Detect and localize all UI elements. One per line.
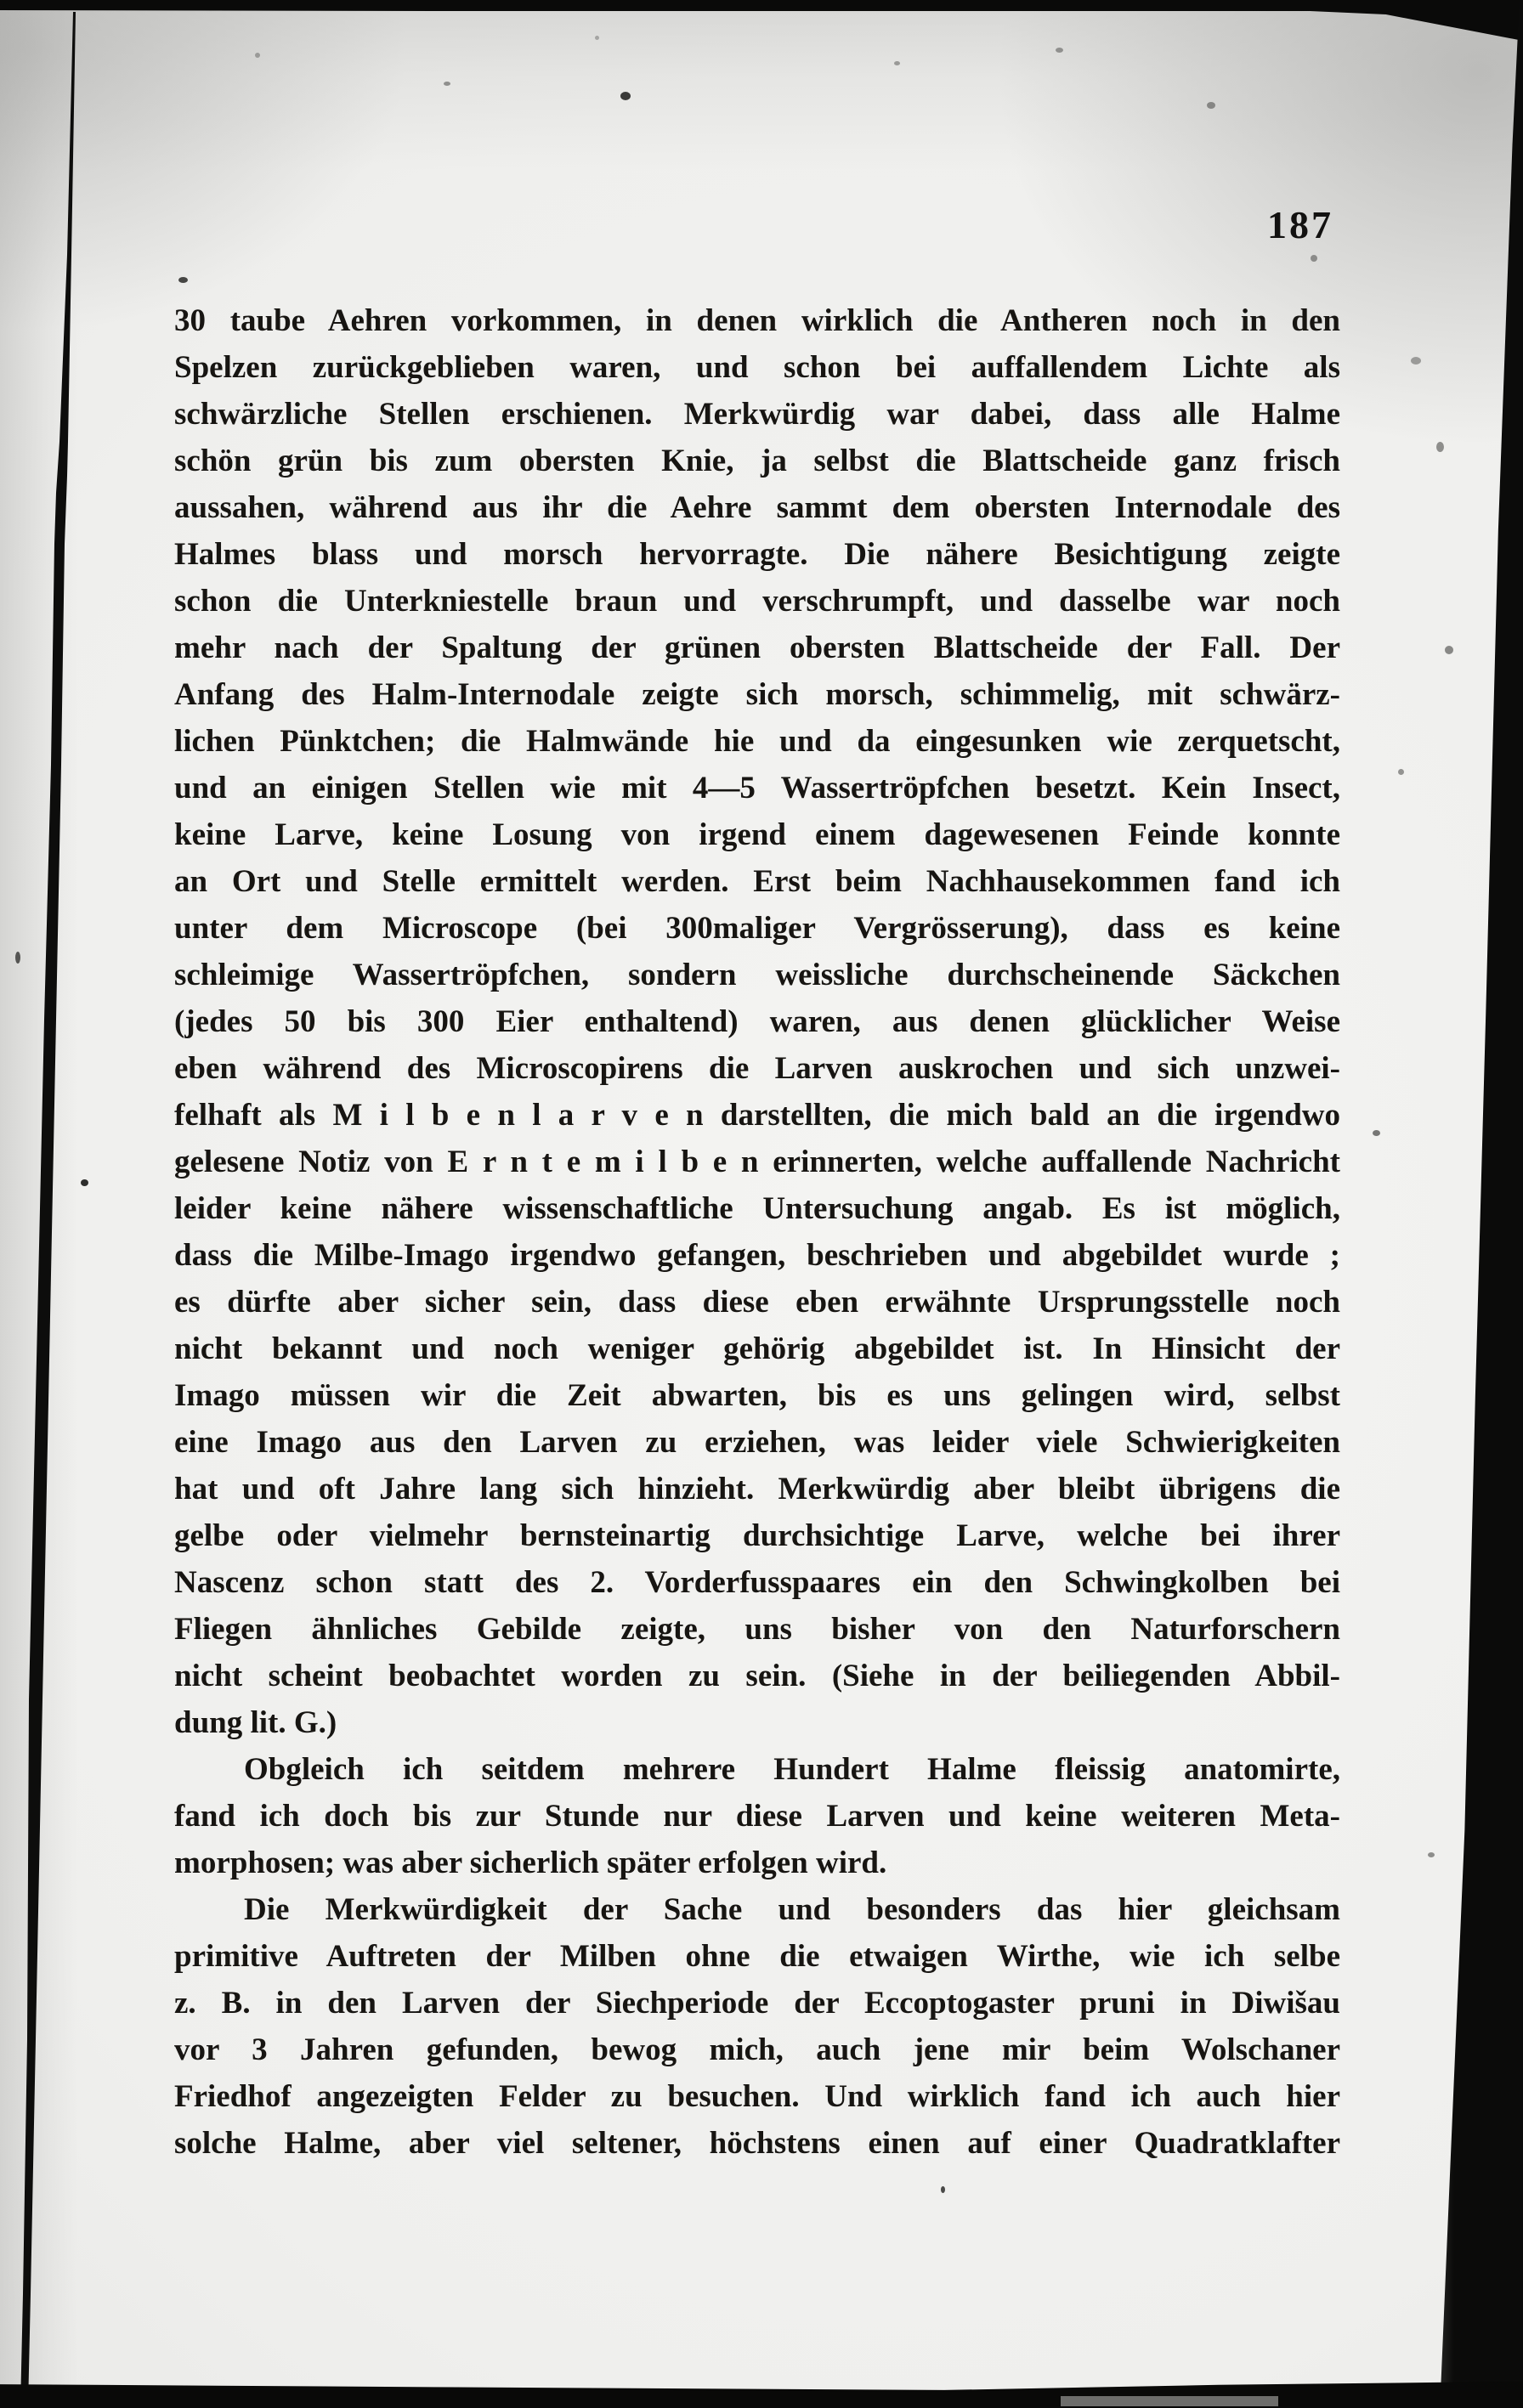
speck — [81, 1179, 88, 1186]
text-line: Spelzen zurückgeblieben waren, und schon bei auffallendem Lichte als — [174, 350, 1340, 385]
text-line: Nascenz schon statt des 2. Vorderfusspaares ein den Schwingkolben bei — [174, 1565, 1340, 1600]
text-line: es dürfte aber sicher sein, dass diese eben erwähnte Ursprungsstelle noch — [174, 1285, 1340, 1320]
text-line: 30 taube Aehren vorkommen, in denen wirklich die Antheren noch in den — [174, 303, 1340, 338]
text-line: eine Imago aus den Larven zu erziehen, was leider viele Schwierigkeiten — [174, 1425, 1340, 1460]
text-line: lichen Pünktchen; die Halmwände hie und da eingesunken wie zerquetscht, — [174, 724, 1340, 759]
text-line: an Ort und Stelle ermittelt werden. Erst beim Nachhausekommen fand ich — [174, 864, 1340, 899]
text-line: unter dem Microscope (bei 300maliger Vergrösserung), dass es keine — [174, 911, 1340, 946]
text-line: dung lit. G.) — [174, 1705, 337, 1740]
text-line: felhaft als M i l b e n l a r v e n darstellten, die mich bald an die irgendwo — [174, 1098, 1340, 1133]
text-line: aussahen, während aus ihr die Aehre sammt dem obersten Internodale des — [174, 490, 1340, 525]
scan-edge-right — [1435, 0, 1523, 2408]
text-line: Fliegen ähnliches Gebilde zeigte, uns bisher von den Naturforschern — [174, 1612, 1340, 1647]
speck — [1056, 48, 1063, 53]
text-line: (jedes 50 bis 300 Eier enthaltend) waren, aus denen glücklicher Weise — [174, 1004, 1340, 1039]
text-line: gelbe oder vielmehr bernsteinartig durchsichtige Larve, welche bei ihrer — [174, 1518, 1340, 1553]
speck — [1311, 255, 1317, 262]
speck — [1411, 357, 1421, 365]
speck — [894, 61, 900, 65]
text-line: mehr nach der Spaltung der grünen obersten Blattscheide der Fall. Der — [174, 630, 1340, 665]
speck — [1428, 1852, 1435, 1857]
text-line: solche Halme, aber viel seltener, höchstens einen auf einer Quadratklafter — [174, 2126, 1340, 2161]
text-line: schwärzliche Stellen erschienen. Merkwürdig war dabei, dass alle Halme — [174, 397, 1340, 432]
speck — [1445, 646, 1453, 654]
text-line: vor 3 Jahren gefunden, bewog mich, auch jene mir beim Wolschaner — [174, 2032, 1340, 2067]
text-line: schleimige Wassertröpfchen, sondern weissliche durchscheinende Säckchen — [174, 958, 1340, 992]
scan-bottom-patch — [1061, 2396, 1278, 2406]
page-text — [174, 297, 1340, 2167]
text-line: schon die Unterkniestelle braun und verschrumpft, und dasselbe war noch — [174, 584, 1340, 619]
text-line: Anfang des Halm-Internodale zeigte sich morsch, schimmelig, mit schwärz- — [174, 677, 1340, 712]
speck — [15, 952, 20, 964]
text-line: keine Larve, keine Losung von irgend einem dagewesenen Feinde konnte — [174, 817, 1340, 852]
text-line: schön grün bis zum obersten Knie, ja selbst die Blattscheide ganz frisch — [174, 444, 1340, 478]
text-line: gelesene Notiz von E r n t e m i l b e n erinnerten, welche auffallende Nachricht — [174, 1145, 1340, 1179]
speck — [1436, 442, 1444, 452]
text-line: nicht bekannt und noch weniger gehörig abgebildet ist. In Hinsicht der — [174, 1331, 1340, 1366]
speck — [444, 82, 450, 86]
text-line: Die Merkwürdigkeit der Sache und besonders das hier gleichsam — [244, 1892, 1340, 1927]
text-line: Halmes blass und morsch hervorragte. Die nähere Besichtigung zeigte — [174, 537, 1340, 572]
speck — [1373, 1130, 1380, 1136]
text-line: z. B. in den Larven der Siechperiode der Eccoptogaster pruni in Diwišau — [174, 1986, 1340, 2021]
text-line: dass die Milbe-Imago irgendwo gefangen, beschrieben und abgebildet wurde ; — [174, 1238, 1340, 1273]
speck — [595, 36, 599, 40]
scan-edge-top — [0, 0, 1523, 42]
page-number: 187 — [1267, 203, 1333, 246]
text-line: und an einigen Stellen wie mit 4—5 Wassertröpfchen besetzt. Kein Insect, — [174, 771, 1340, 805]
speck — [1398, 769, 1404, 775]
text-line: Imago müssen wir die Zeit abwarten, bis es uns gelingen wird, selbst — [174, 1378, 1340, 1413]
left-margin-shade — [0, 0, 78, 2408]
speck — [941, 2186, 945, 2193]
speck — [255, 53, 260, 58]
text-line: leider keine nähere wissenschaftliche Untersuchung angab. Es ist möglich, — [174, 1191, 1340, 1226]
text-line: Friedhof angezeigten Felder zu besuchen. Und wirklich fand ich auch hier — [174, 2079, 1340, 2114]
text-line: morphosen; was aber sicherlich später erfolgen wird. — [174, 1846, 887, 1880]
text-line: hat und oft Jahre lang sich hinzieht. Merkwürdig aber bleibt übrigens die — [174, 1472, 1340, 1506]
text-line: eben während des Microscopirens die Larven auskrochen und sich unzwei- — [174, 1051, 1340, 1086]
speck — [1207, 102, 1215, 109]
speck — [620, 92, 631, 100]
text-line: primitive Auftreten der Milben ohne die etwaigen Wirthe, wie ich selbe — [174, 1939, 1340, 1974]
scan-edge-bottom — [0, 2379, 1523, 2408]
text-line: fand ich doch bis zur Stunde nur diese Larven und keine weiteren Meta- — [174, 1799, 1340, 1834]
text-line: Obgleich ich seitdem mehrere Hundert Halme fleissig anatomirte, — [244, 1752, 1340, 1787]
speck — [178, 277, 188, 283]
text-line: nicht scheint beobachtet worden zu sein. (Siehe in der beiliegenden Abbil- — [174, 1659, 1340, 1693]
